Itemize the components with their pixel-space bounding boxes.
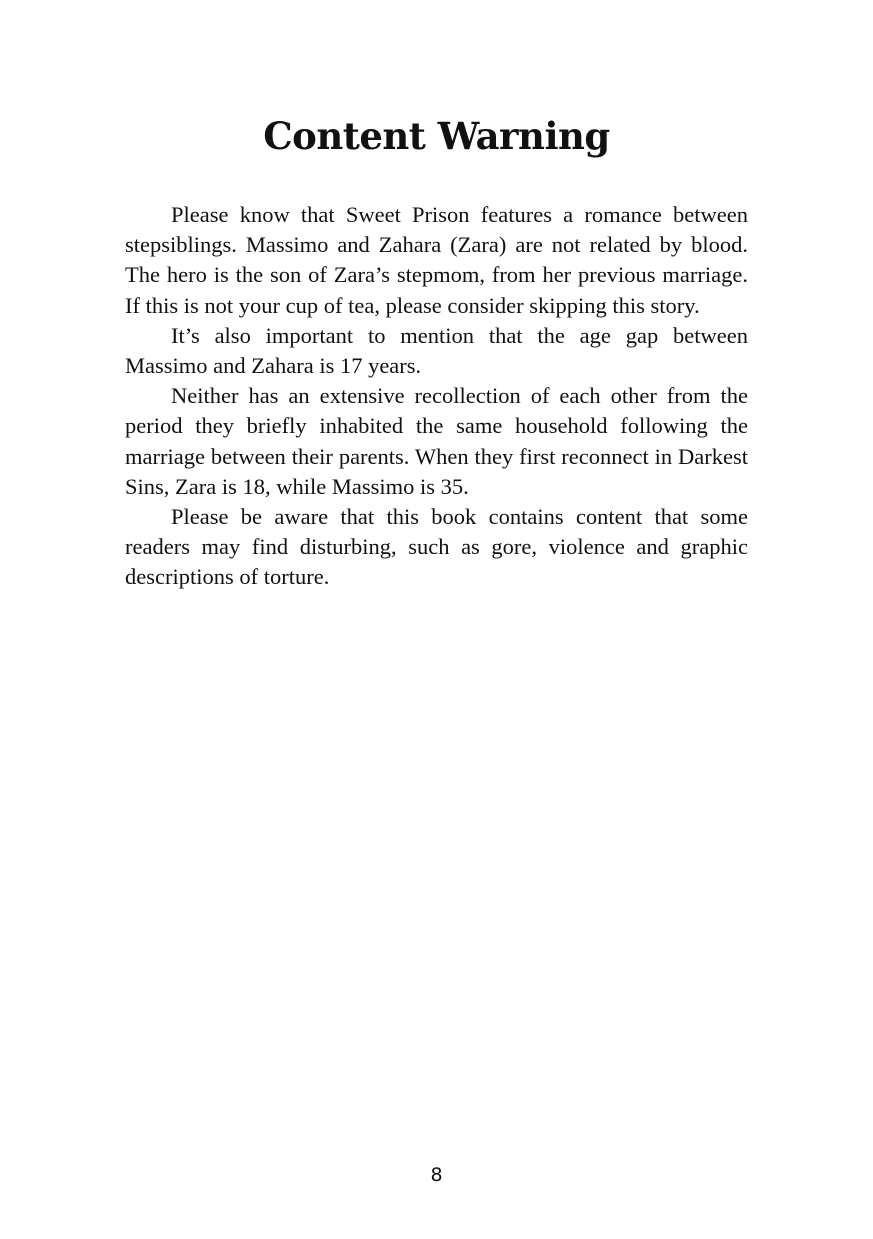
paragraph-recollection: Neither has an extensive recollection of each other from the period they briefly inhabited the same household following the marriage between their parents. When they first reconnect in Darkest Sins, Zara is 18, while Massimo is 35.: [125, 383, 748, 499]
paragraph-disturbing-content: Please be aware that this book contains content that some readers may find disturbing, such as gore, violence and graphic descriptions of torture.: [125, 504, 748, 590]
paragraph-stepsiblings: Please know that Sweet Prison features a romance between stepsiblings. Massimo and Zahara (Zara) are not related by blood. The hero is the son of Zara’s stepmom, from her previous marriage. If this is not your cup of tea, please consider skipping this story.: [125, 202, 748, 318]
page-title: Content Warning: [263, 114, 610, 158]
content-warning-body: [125, 200, 748, 593]
paragraph-age-gap: It’s also important to mention that the age gap between Massimo and Zahara is 17 years.: [125, 322, 748, 379]
page-number: 8: [430, 1164, 443, 1186]
